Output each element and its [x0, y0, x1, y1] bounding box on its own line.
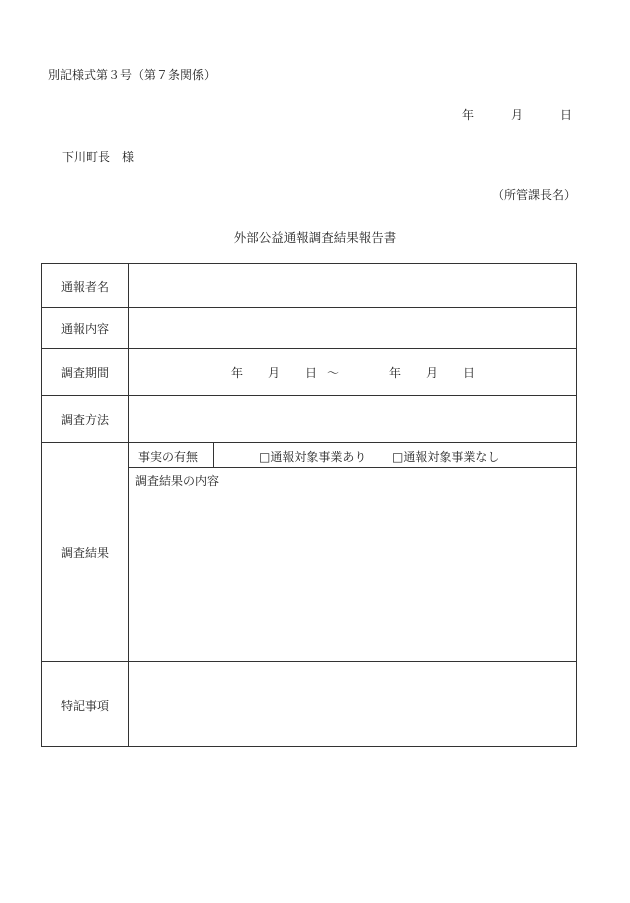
period-start-day: 日 — [305, 366, 318, 380]
date-year-label: 年 — [462, 108, 475, 122]
period-end-day: 日 — [463, 366, 476, 380]
row-divider — [42, 442, 576, 443]
period-end-year: 年 — [389, 366, 402, 380]
period-end-month: 月 — [426, 366, 439, 380]
investigation-period-label: 調査期間 — [60, 366, 109, 380]
option-subject-not-exists[interactable]: □通報対象事業なし — [392, 450, 500, 464]
investigation-method-label: 調査方法 — [60, 413, 109, 427]
date-month-label: 月 — [511, 108, 524, 122]
document-title: 外部公益通報調査結果報告書 — [233, 230, 397, 245]
fact-cell-divider — [213, 443, 214, 467]
period-start-year: 年 — [231, 366, 244, 380]
result-content-field[interactable] — [129, 489, 576, 661]
option-subject-exists[interactable]: □通報対象事業あり — [259, 450, 367, 464]
period-start-month: 月 — [268, 366, 281, 380]
result-content-label: 調査結果の内容 — [135, 474, 220, 488]
addressee: 下川町長 様 — [62, 150, 135, 164]
reporter-name-label: 通報者名 — [60, 280, 109, 294]
date-day-label: 日 — [560, 108, 573, 122]
report-content-label: 通報内容 — [60, 322, 109, 336]
remarks-field[interactable] — [129, 662, 576, 746]
report-table — [41, 263, 577, 747]
report-content-field[interactable] — [129, 308, 576, 348]
remarks-label: 特記事項 — [60, 699, 109, 713]
investigation-method-field[interactable] — [129, 396, 576, 442]
fact-existence-label: 事実の有無 — [138, 450, 199, 464]
investigation-result-label: 調査結果 — [60, 546, 109, 560]
investigation-period-field[interactable] — [129, 349, 576, 395]
period-separator: ～ — [327, 366, 340, 380]
reporter-name-field[interactable] — [129, 264, 576, 307]
form-identifier: 別記様式第３号（第７条関係） — [48, 68, 217, 82]
row-divider — [129, 467, 576, 468]
department-name: （所管課長名） — [492, 188, 577, 202]
